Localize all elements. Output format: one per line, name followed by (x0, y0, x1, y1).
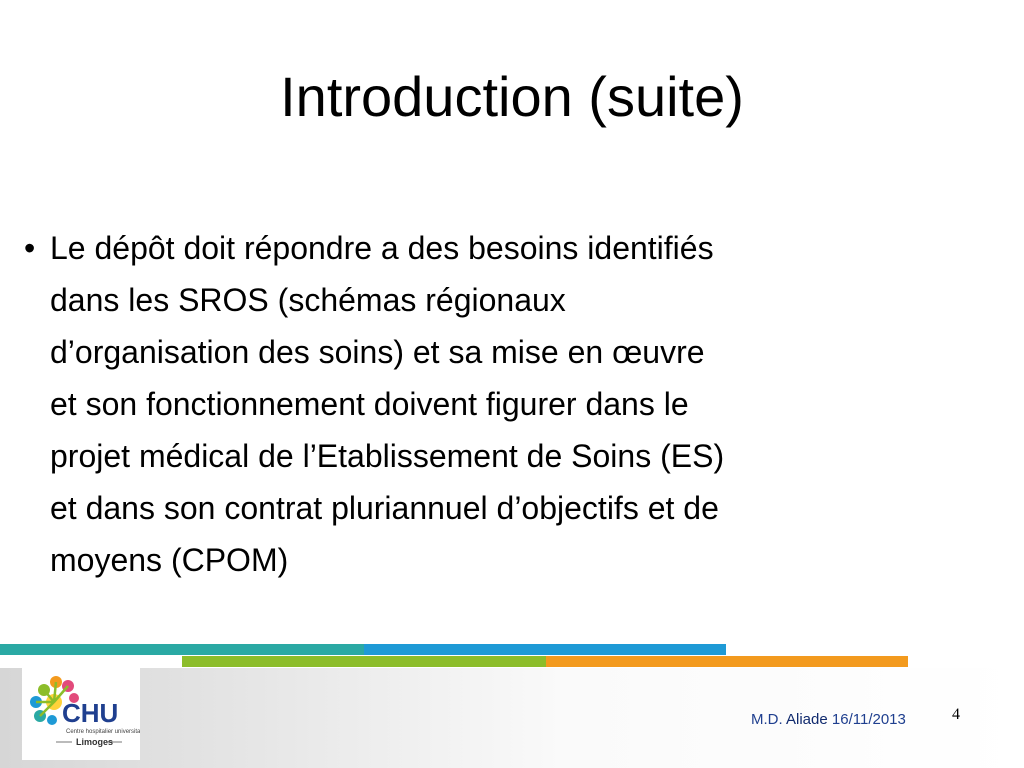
page-number: 4 (952, 706, 960, 723)
chu-logo-graphic (22, 668, 140, 760)
logo-subtitle: Centre hospitalier universitaire (66, 729, 140, 735)
slide-title: Introduction (suite) (280, 65, 744, 128)
logo-city: Limoges (76, 737, 114, 747)
slide-body (20, 222, 980, 586)
bullet-marker: • (24, 230, 36, 266)
bullet-item (20, 222, 980, 586)
bullet-text: Le dépôt doit répondre a des besoins identifiés dans les SROS (schémas régionaux d’organisation des soins) et sa mise en œuvre et son fonctionnement doivent figurer dans le projet médical de l’Etablissement de Soins (ES) et dans son contrat pluriannuel d’objectifs et de moyens (CPOM) (50, 230, 725, 578)
band-blue (364, 644, 726, 655)
footer-date: 16/11/2013 (831, 711, 906, 728)
band-green (182, 656, 546, 667)
footer-credit (751, 711, 906, 728)
band-orange (546, 656, 908, 667)
chu-logo (22, 668, 140, 760)
logo-name: CHU (62, 698, 119, 728)
band-teal (0, 644, 364, 655)
author-name: Aliade (786, 711, 828, 728)
author-initials: M.D. (751, 711, 783, 728)
